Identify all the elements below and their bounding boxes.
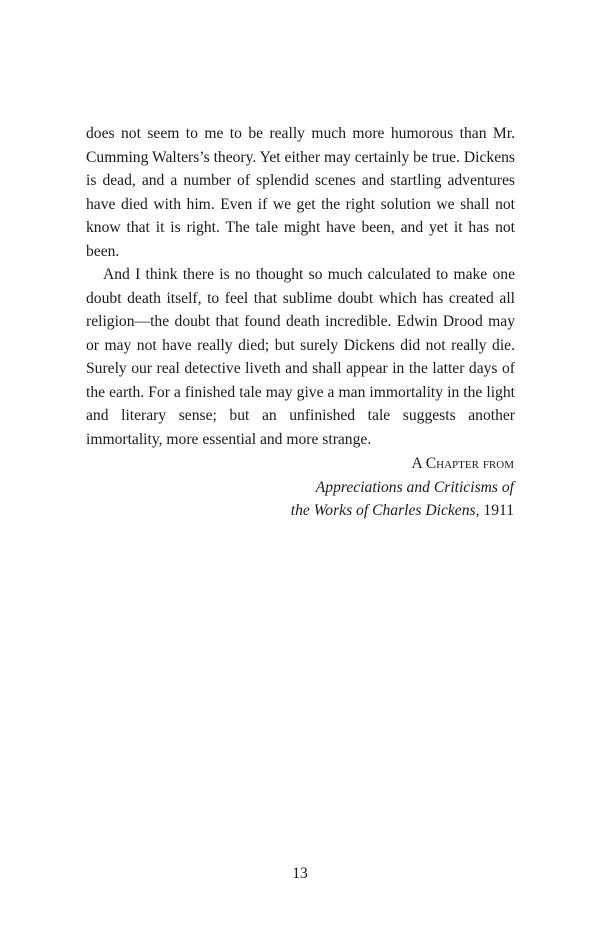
attribution-label: A Chapter from [411,455,514,472]
attribution-year: 1911 [483,502,514,519]
page-number: 13 [292,865,308,882]
paragraph-2: And I think there is no thought so much calculated to make one doubt death itself, to feel that sublime doubt which has created all religion—the doubt that found death incredible. Edwin Drood may or may not have really died; but surely Dickens did not really die. Surely our real detective liveth and shall appear in the latter days of the earth. For a finished tale may give a man immortality in the light and literary sense; but an unfinished tale suggests another immortality, more essential and more strange. [86,266,515,448]
attribution-title-line-2-wrapper [291,499,514,523]
paragraph-1: does not seem to me to be really much more humorous than Mr. Cumming Walters’s theory. Yet either may certainly be true. Dickens is dead, and a number of splendid scenes and startling adventures have died with him. Even if we get the right solution we shall not know that it is right. The tale might have been, and yet it has not been. [86,125,515,260]
attribution-title-line-1: Appreciations and Criticisms of [315,478,514,496]
attribution [291,452,514,523]
attribution-title-line-2: the Works of Charles Dickens, [290,502,480,519]
body-text [86,122,515,451]
